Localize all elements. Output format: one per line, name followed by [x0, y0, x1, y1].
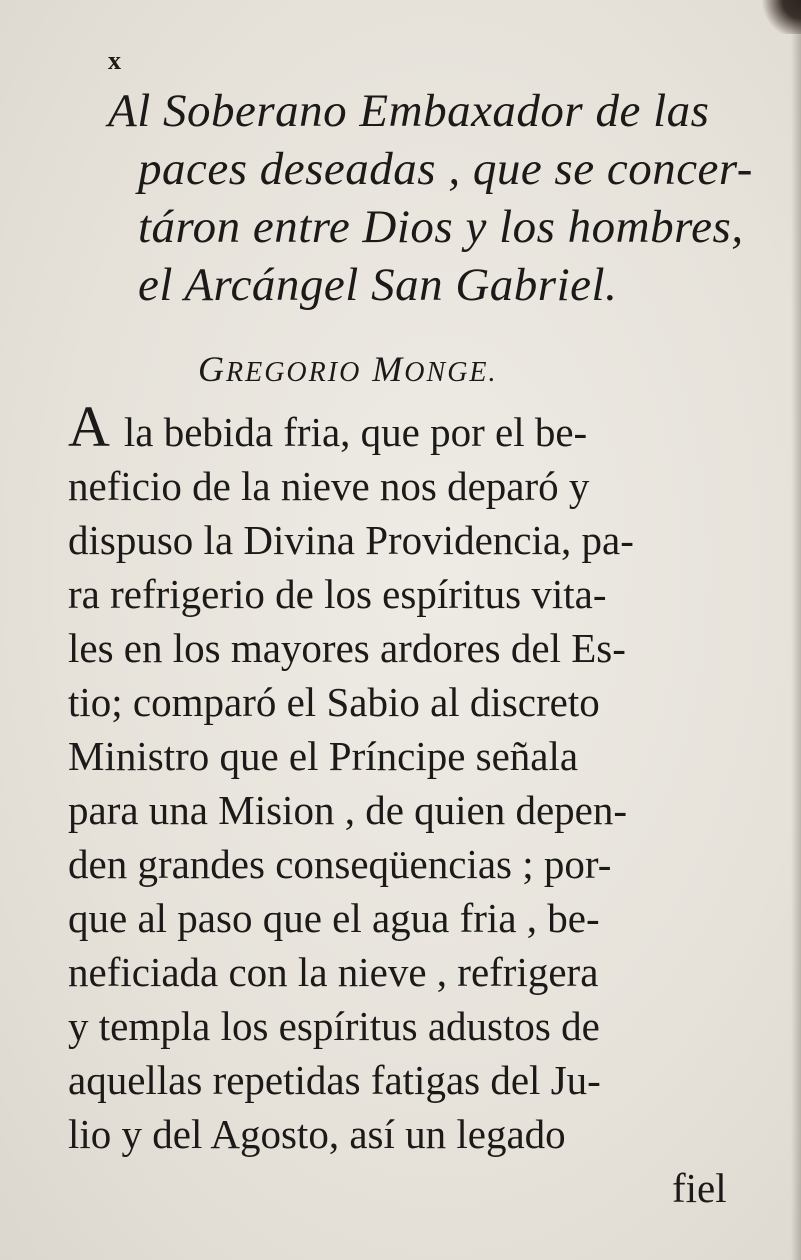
page-edge-shadow: [791, 0, 801, 1260]
author-first-rest: REGORIO: [226, 357, 362, 388]
body-text: [68, 394, 773, 1215]
body-line: Ministro que el Príncipe señala: [68, 733, 579, 779]
heading-line: táron entre Dios y los hombres,: [138, 201, 744, 253]
catchword: fiel: [672, 1165, 727, 1211]
body-line: neficio de la nieve nos deparó y: [68, 463, 590, 509]
body-line: dispuso la Divina Providencia, pa-: [68, 517, 634, 563]
body-first-line-text: la bebida fria, que por el be-: [123, 409, 588, 455]
dedication-heading: [108, 82, 768, 314]
body-line: que al paso que el agua fria , be-: [68, 895, 600, 941]
author-first-initial: G: [198, 349, 226, 389]
body-line: para una Mision , de quien depen-: [68, 787, 628, 833]
body-line: aquellas repetidas fatigas del Ju-: [68, 1057, 601, 1103]
heading-line: paces deseadas , que se concer-: [138, 143, 753, 195]
author-name: [198, 348, 498, 390]
body-line: neficiada con la nieve , refrigera: [68, 949, 599, 995]
drop-cap: A: [68, 394, 110, 459]
body-line: les en los mayores ardores del Es-: [68, 625, 626, 671]
body-line: ra refrigerio de los espíritus vita-: [68, 571, 607, 617]
heading-line: el Arcángel San Gabriel.: [138, 259, 618, 311]
body-line: tio; comparó el Sabio al discreto: [68, 679, 600, 725]
body-line: den grandes conseqüencias ; por-: [68, 841, 612, 887]
author-last-rest: ONGE.: [404, 357, 498, 388]
body-line: y templa los espíritus adustos de: [68, 1003, 600, 1049]
body-first-line: [68, 394, 773, 459]
heading-line: Al Soberano Embaxador de las: [108, 85, 710, 137]
corner-stain: [761, 0, 801, 34]
signature-mark: x: [108, 46, 121, 75]
body-line: lio y del Agosto, así un legado: [68, 1111, 566, 1157]
author-last-initial: M: [372, 349, 405, 389]
